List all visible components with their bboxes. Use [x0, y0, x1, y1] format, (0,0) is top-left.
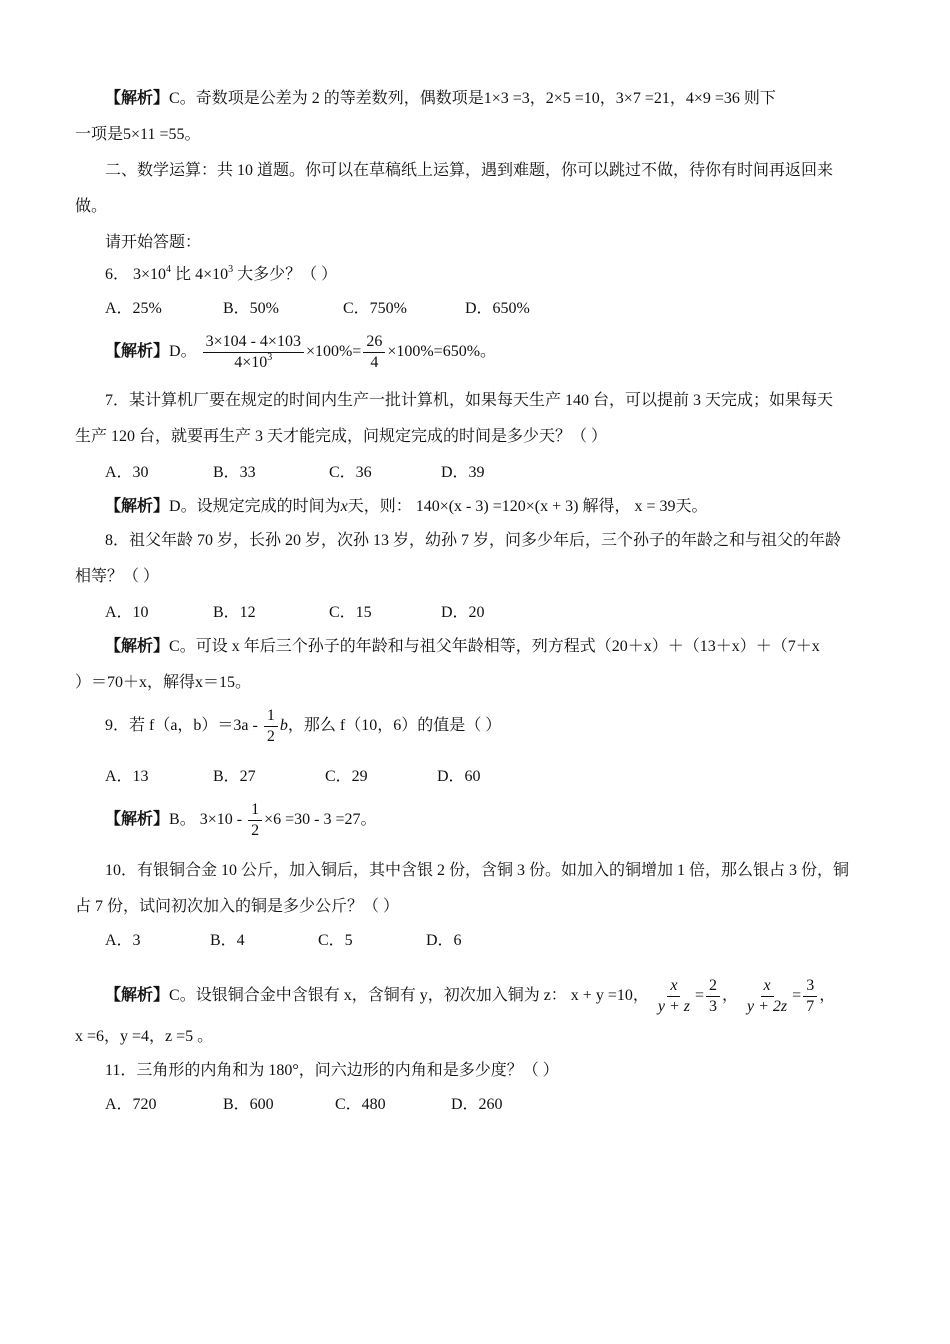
q8-option-b: B．12: [213, 604, 256, 621]
q5-analysis-line2: 一项是5×11 =55。: [75, 126, 201, 143]
q9-fraction: $\frac{1}{2}$: [264, 706, 278, 747]
q8-analysis-line1: 【解析】C。可设 x 年后三个孙子的年龄和与祖父年龄相等，列方程式（20＋x）＋（13＋x）＋（7＋x: [105, 638, 820, 655]
section-start: 请开始答题：: [105, 234, 202, 251]
q10-option-a: A．3: [105, 932, 141, 949]
q10-fraction-2: $\frac{x}{y + 2z}$: [747, 977, 788, 1015]
q7-analysis: 【解析】D。设规定完成的时间为x天，则： 140×(x - 3) =120×(x + 3) 解得， x = 39天。: [105, 498, 708, 515]
q8-question-line1: 8．祖父年龄 70 岁，长孙 20 岁，次孙 13 岁，幼孙 7 岁，问多少年后，三个孙子的年龄之和与祖父的年龄: [105, 532, 842, 549]
q10-fraction-1-value: $\frac{2}{3}$: [706, 976, 720, 1017]
q11-options: [105, 1094, 503, 1116]
q5-analysis-tail: 则下: [743, 90, 776, 107]
q11-option-c: C．480: [335, 1096, 386, 1113]
q8-analysis-line2: ）＝70＋x，解得x＝15。: [75, 674, 252, 691]
q7-option-a: A．30: [105, 464, 149, 481]
q8-option-d: D．20: [441, 604, 485, 621]
q11-question: 11．三角形的内角和为 180°，问六边形的内角和是多少度？（ ）: [105, 1062, 559, 1079]
q10-fraction-1: $\frac{x}{y + z}$: [657, 977, 690, 1015]
q5-analysis-head: C。奇数项是公差为 2 的等差数列，偶数项是: [169, 90, 484, 107]
q11-option-b: B．600: [223, 1096, 274, 1113]
q6-fraction-1: $\frac{3\times 104 - 4\times 103}{4\times 10^3}$: [203, 332, 304, 373]
section-intro-line1: 二、数学运算：共 10 道题。你可以在草稿纸上运算，遇到难题，你可以跳过不做，待你有时间再返回来: [105, 162, 834, 179]
q9-analysis: 【解析】B。 3×10 - $\frac{1}{2}$ ×6 =30 - 3 =27。: [105, 801, 377, 839]
q11-option-d: D．260: [451, 1096, 503, 1113]
q10-question-line2: 占 7 份，试问初次加入的铜是多少公斤？（ ）: [75, 898, 400, 915]
q10-option-c: C．5: [318, 932, 353, 949]
q8-options: [105, 602, 485, 624]
q7-options: [105, 462, 485, 484]
q6-option-c: C．750%: [343, 300, 408, 317]
q10-analysis-line1: 【解析】C。设银铜合金中含银有 x，含铜有 y，初次加入铜为 z： x + y =10， $\frac{x}{y + z}$ = $\frac{2}{3}$ ， $\frac{x}{y + 2z}$ = $\frac{3}{7}$ ，: [105, 977, 836, 1015]
q9-option-d: D．60: [437, 768, 481, 785]
q9-option-a: A．13: [105, 768, 149, 785]
analysis-tag: 【解析】: [105, 90, 170, 107]
q9-question: 9．若 f（a，b）＝3a - $\frac{1}{2}$ b，那么 f（10，6）的值是（ ）: [105, 707, 502, 745]
q6-fraction-2: $\frac{26}{4}$: [363, 332, 385, 373]
q8-option-c: C．15: [329, 604, 372, 621]
q7-option-b: B．33: [213, 464, 256, 481]
q7-question-line1: 7．某计算机厂要在规定的时间内生产一批计算机，如果每天生产 140 台，可以提前 3 天完成；如果每天: [105, 392, 834, 409]
q8-question-line2: 相等？（ ）: [75, 568, 160, 585]
q10-analysis-result: x =6，y =4，z =5 。: [75, 1028, 214, 1045]
q5-analysis-math: 1×3 =3，2×5 =10，3×7 =21，4×9 =36: [483, 90, 740, 107]
q10-fraction-2-value: $\frac{3}{7}$: [803, 976, 817, 1017]
q8-option-a: A．10: [105, 604, 149, 621]
q6-question: 6． $3\times 10^4$ 比 $4\times 10^3$ 大多少？（ ）: [105, 264, 338, 283]
q10-question-line1: 10．有银铜合金 10 公斤，加入铜后，其中含银 2 份，含铜 3 份。如加入的铜增加 1 倍，那么银占 3 份，铜: [105, 862, 850, 879]
q6-option-b: B．50%: [223, 300, 280, 317]
q11-option-a: A．720: [105, 1096, 157, 1113]
q6-options: [105, 298, 530, 320]
q7-option-d: D．39: [441, 464, 485, 481]
q9-options: [105, 766, 481, 788]
q5-analysis-line1: [105, 88, 776, 110]
q9-analysis-fraction: $\frac{1}{2}$: [248, 800, 262, 841]
q6-option-a: A．25%: [105, 300, 162, 317]
q10-options: [105, 930, 462, 952]
section-intro-line2: 做。: [75, 198, 108, 215]
q10-option-b: B．4: [210, 932, 245, 949]
q9-option-b: B．27: [213, 768, 256, 785]
q7-question-line2: 生产 120 台，就要再生产 3 天才能完成，问规定完成的时间是多少天？（ ）: [75, 428, 608, 445]
q9-option-c: C．29: [325, 768, 368, 785]
q6-option-d: D．650%: [465, 300, 530, 317]
q6-analysis: 【解析】D。 $\frac{3\times 104 - 4\times 103}{4\times 10^3}$ ×100%= $\frac{26}{4}$ ×100%=650%。: [105, 333, 497, 371]
q7-option-c: C．36: [329, 464, 372, 481]
q10-option-d: D．6: [426, 932, 462, 949]
